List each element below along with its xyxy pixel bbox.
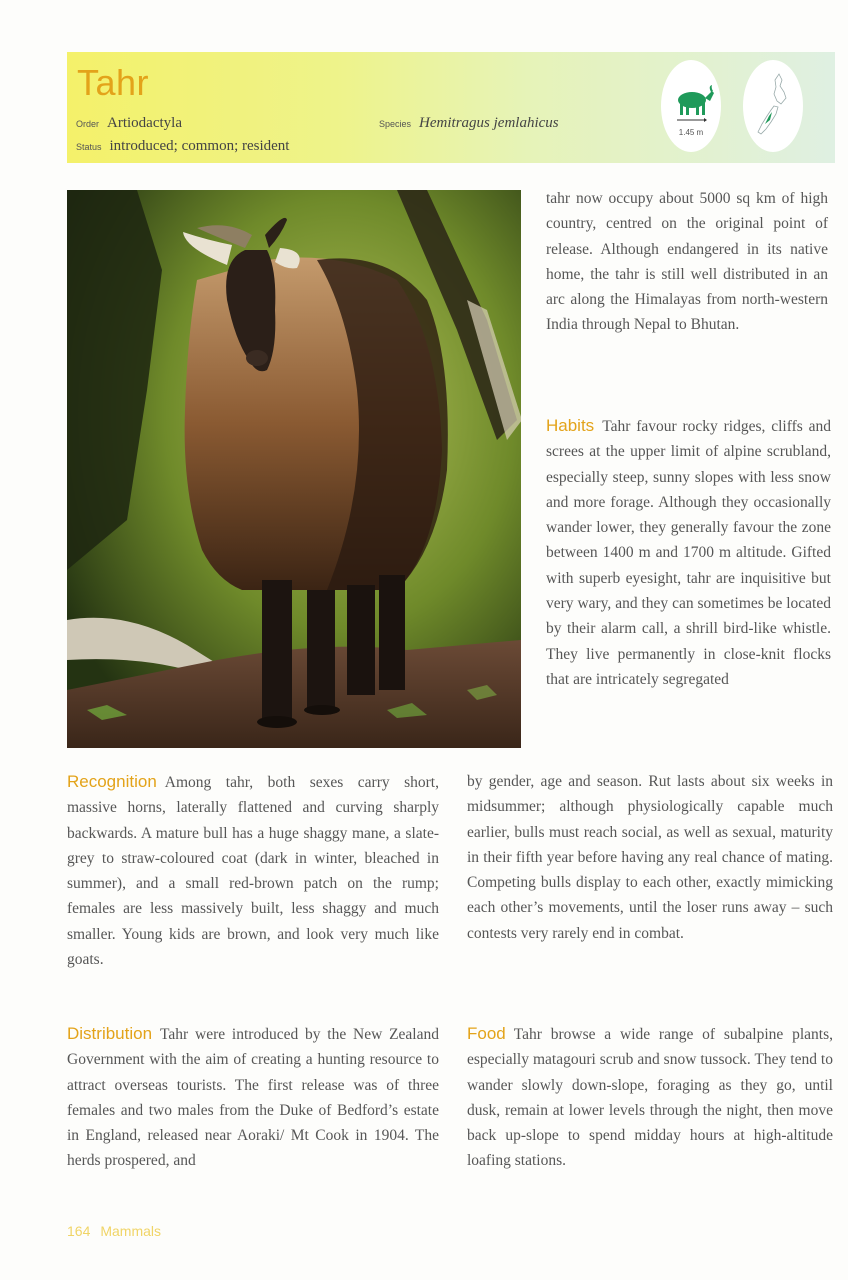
food-text: Tahr browse a wide range of subalpine plants, especially matagouri scrub and snow tussock. They tend to wander slowly down-slope, foraging as they go, until dusk, remain at lower levels through the night, then move back up-slope to spend midday hours at high-altitude loafing stations.	[467, 1026, 833, 1170]
recognition-heading: Recognition	[67, 772, 157, 791]
intro-text: tahr now occupy about 5000 sq km of high country, centred on the original point of release. Although endangered in its native home, the tahr is still well distributed in an arc along the Himalayas from north-western India through Nepal to Bhutan.	[546, 190, 828, 334]
distribution-text: Tahr were introduced by the New Zealand Government with the aim of creating a hunting resource to attract overseas tourists. The first release was of three females and two males from the Duke of Bedford’s estate in England, released near Aoraki/ Mt Cook in 1904. The herds prospered, and	[67, 1026, 439, 1170]
section-name: Mammals	[100, 1223, 162, 1239]
order-label: Order	[76, 119, 100, 129]
habits-text-part1: Tahr favour rocky ridges, cliffs and screes at the upper limit of alpine scrubland, especially steep, sunny slopes with less snow and more forage. Although they occasionally wander lower, they generally favour the zone between 1400 m and 1700 m altitude. Gifted with superb eyesight, tahr are inquisitive but very wary, and they can sometimes be located by their alarm call, a shrill bird-like whistle. They live permanently in close-knit flocks that are intricately segregated	[546, 418, 831, 688]
tahr-photo	[67, 190, 521, 748]
status-value: introduced; common; resident	[109, 138, 290, 154]
page-footer	[67, 1223, 171, 1239]
species-value: Hemitragus jemlahicus	[419, 115, 559, 131]
recognition-text: Among tahr, both sexes carry short, massive horns, laterally flattened and curving sharply backwards. A mature bull has a huge shaggy mane, a slate-grey to straw-coloured coat (dark in winter, bleached in summer), and a small red-brown patch on the rump; females are less massively built, less shaggy and much smaller. Young kids are brown, and look very much like goats.	[67, 774, 439, 969]
size-badge	[661, 60, 721, 152]
habits-paragraph	[546, 413, 831, 692]
nz-distribution-map-icon	[743, 60, 803, 152]
habits-continued-paragraph	[467, 769, 833, 946]
species-row	[379, 115, 559, 132]
food-heading: Food	[467, 1024, 506, 1043]
tahr-silhouette-icon	[661, 60, 721, 152]
species-label: Species	[379, 119, 412, 129]
recognition-paragraph	[67, 769, 439, 972]
tahr-photograph-illustration	[67, 190, 521, 748]
size-label: 1.45 m	[678, 128, 704, 137]
food-paragraph	[467, 1021, 833, 1174]
intro-paragraph	[546, 186, 828, 338]
distribution-map-badge	[743, 60, 803, 152]
page-number: 164	[67, 1223, 91, 1239]
status-label: Status	[76, 142, 102, 152]
status-row	[76, 138, 289, 155]
distribution-paragraph	[67, 1021, 439, 1174]
species-header-banner	[67, 52, 835, 163]
habits-heading: Habits	[546, 416, 595, 435]
order-row	[76, 115, 182, 132]
species-title: Tahr	[77, 62, 150, 103]
distribution-heading: Distribution	[67, 1024, 153, 1043]
habits-text-part2: by gender, age and season. Rut lasts about six weeks in midsummer; although physiologically capable much earlier, bulls must reach social, as well as sexual, maturity in their fifth year before having any real chance of mating. Competing bulls display to each other, exactly mimicking each other’s movements, until the loser runs away – such contests very rarely end in combat.	[467, 773, 833, 942]
order-value: Artiodactyla	[107, 115, 182, 131]
